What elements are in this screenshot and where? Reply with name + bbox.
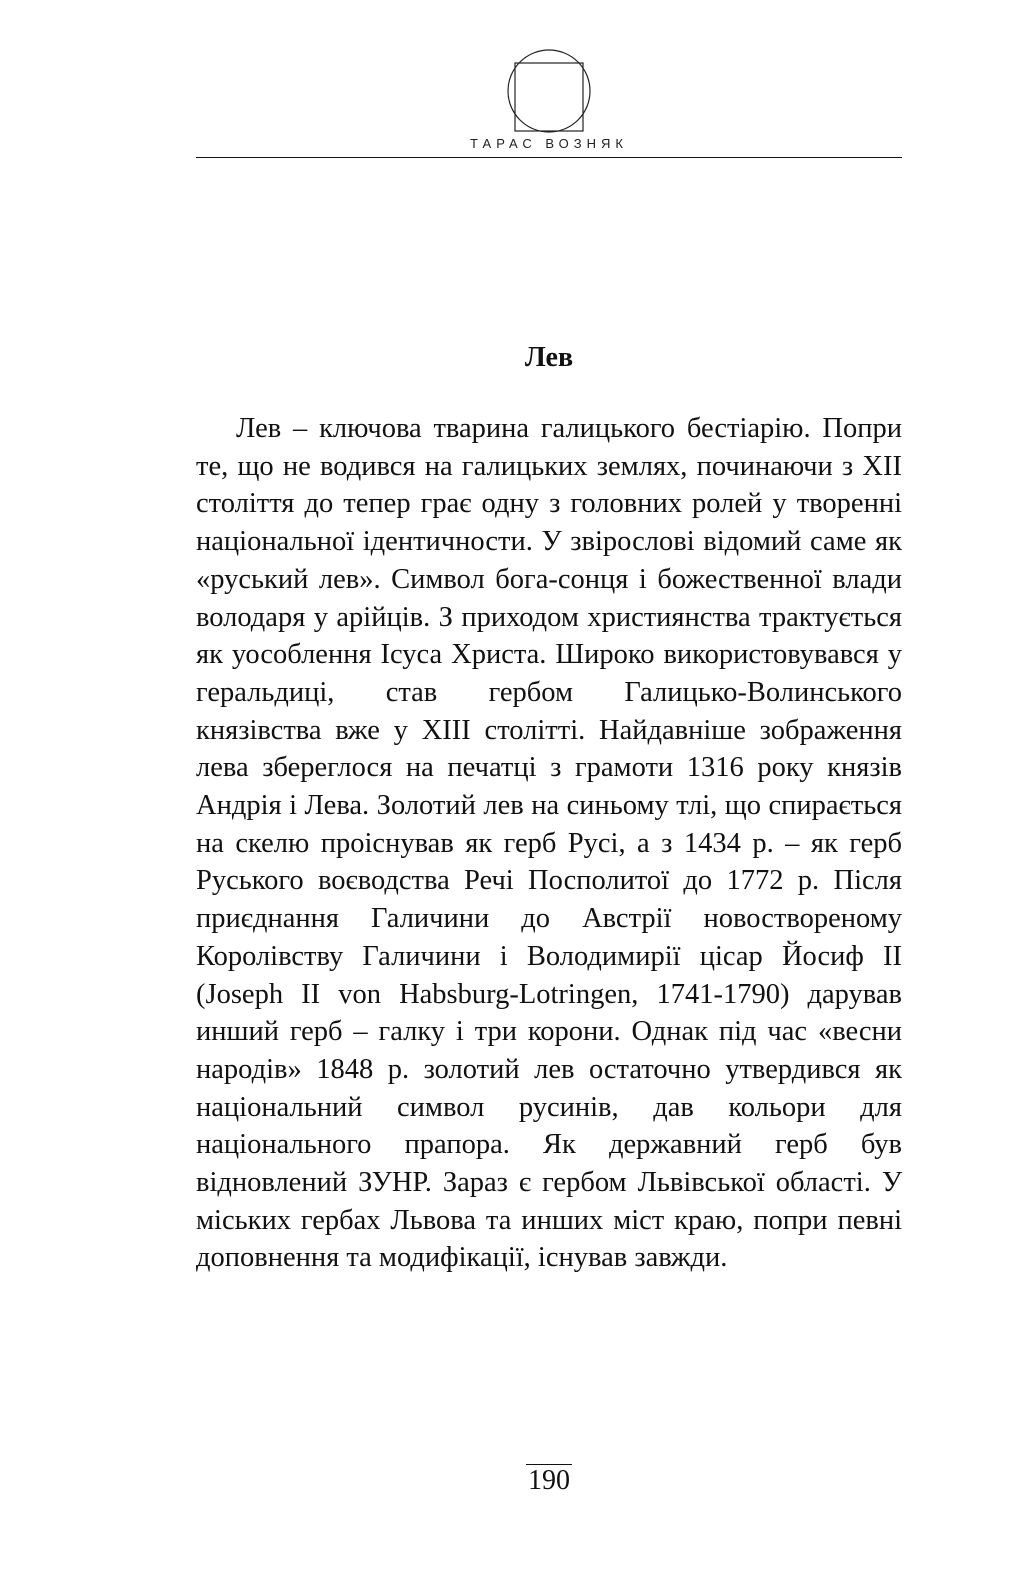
running-head: ТАРАС ВОЗНЯК [470, 136, 628, 151]
header-divider [196, 157, 902, 158]
chapter-title: Лев [524, 342, 574, 373]
circle-square-emblem-icon [506, 48, 592, 134]
page-number-container [0, 1464, 1024, 1498]
body-paragraph: Лев – ключова тварина галицького бестіарію. Попри те, що не водився на галицьких землях, починаючи з XII століття до тепер грає одну з головних ролей у творенні національної ідентичности. У звірословi відомий саме як «руський лев». Символ бога-сонця і божественної влади володаря у арійців. З приходом християнства трактується як уособлення Ісуса Христа. Широко використовувався у геральдиці, став гербом Галицько-Волинського князівства вже у XIII столітті. Найдавніше зображення лева збереглося на печатці з грамоти 1316 року князів Андрія і Лева. Золотий лев на синьому тлі, що спирається на скелю проіснував як герб Русі, а з 1434 р. – як герб Руського воєводства Речі Посполитої до 1772 р. Після приєднання Галичини до Австрії новоствореному Королівству Галичини і Володимирії цісар Йосиф II (Joseph II von Habsburg-Lotringen, 1741-1790) дарував инший герб – галку і три корони. Однак під час «весни народів» 1848 р. золотий лев остаточно утвердився як національний символ русинів, дав кольори для національного прапора. Як державний герб був відновлений ЗУНР. Зараз є гербом Львівської області. У міських гербах Львова та инших міст краю, попри певні доповнення та модифікації, існував завжди. [196, 413, 902, 1274]
page-number: 190 [528, 1465, 570, 1496]
